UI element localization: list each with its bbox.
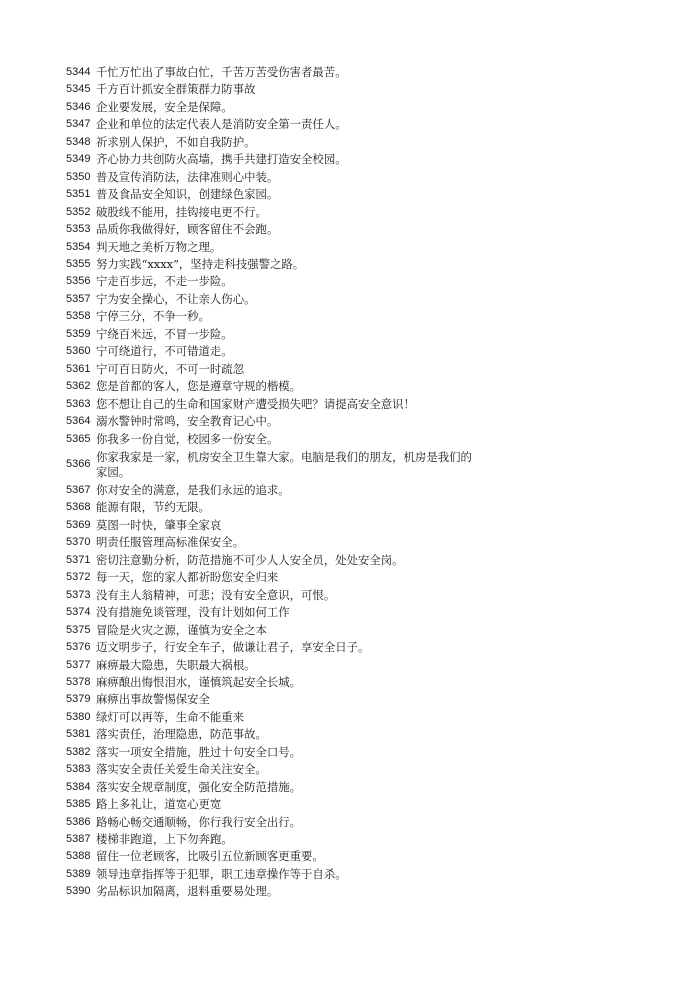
list-item bbox=[66, 291, 486, 308]
list-item bbox=[66, 657, 486, 674]
entry-text: 麻痹酿出悔恨泪水，谨慎筑起安全长城。 bbox=[96, 674, 302, 689]
list-item bbox=[66, 413, 486, 430]
list-item bbox=[66, 221, 486, 238]
entry-number: 5384 bbox=[66, 780, 91, 793]
entry-text: 落实一项安全措施，胜过十句安全口号。 bbox=[96, 744, 302, 759]
list-item bbox=[66, 448, 486, 482]
entry-text: 企业和单位的法定代表人是消防安全第一责任人。 bbox=[96, 117, 347, 132]
entry-number: 5344 bbox=[66, 66, 91, 78]
slogan-list bbox=[66, 64, 486, 901]
entry-number: 5386 bbox=[66, 815, 91, 828]
list-item bbox=[66, 239, 486, 256]
entry-number: 5383 bbox=[66, 763, 91, 776]
entry-number: 5346 bbox=[66, 100, 91, 113]
list-item bbox=[66, 151, 486, 168]
entry-text: 宁为安全操心，不让亲人伤心。 bbox=[96, 291, 256, 306]
entry-number: 5368 bbox=[66, 501, 91, 514]
entry-text: 落实安全责任关爱生命关注安全。 bbox=[96, 762, 267, 777]
list-item bbox=[66, 186, 486, 203]
entry-number: 5348 bbox=[66, 135, 91, 148]
entry-text: 你对安全的满意，是我们永远的追求。 bbox=[96, 482, 290, 497]
entry-text: 留住一位老顾客，比吸引五位新顾客更重要。 bbox=[96, 849, 324, 864]
list-item bbox=[66, 744, 486, 761]
entry-text: 千方百计抓安全群策群力防事故 bbox=[96, 82, 256, 97]
entry-text: 没有措施免谈管理，没有计划如何工作 bbox=[96, 605, 290, 620]
list-item bbox=[66, 779, 486, 796]
entry-text: 您是首都的客人，您是遵章守规的楷模。 bbox=[96, 379, 302, 394]
entry-text: 企业要发展，安全是保障。 bbox=[96, 99, 233, 114]
entry-number: 5373 bbox=[66, 588, 91, 601]
entry-text: 品质你我做得好，顾客留住不会跑。 bbox=[96, 222, 279, 237]
entry-number: 5354 bbox=[66, 240, 91, 253]
entry-text: 千忙万忙出了事故白忙，千苦万苦受伤害者最苦。 bbox=[96, 65, 347, 79]
entry-text: 莫图一时快，肇事全家哀 bbox=[96, 517, 222, 532]
list-item bbox=[66, 499, 486, 516]
entry-text: 楼梯非跑道，上下勿奔跑。 bbox=[96, 832, 233, 847]
entry-number: 5372 bbox=[66, 571, 91, 584]
entry-text: 宁走百步远，不走一步险。 bbox=[96, 274, 233, 289]
entry-number: 5351 bbox=[66, 188, 91, 201]
entry-text: 努力实践“xxxx”，坚持走科技强警之路。 bbox=[96, 256, 305, 271]
list-item bbox=[66, 308, 486, 325]
entry-number: 5375 bbox=[66, 623, 91, 636]
entry-text: 溺水警钟时常鸣，安全教育记心中。 bbox=[96, 414, 279, 429]
list-item bbox=[66, 396, 486, 413]
list-item bbox=[66, 639, 486, 656]
list-item bbox=[66, 883, 486, 900]
entry-number: 5363 bbox=[66, 397, 91, 410]
entry-number: 5358 bbox=[66, 310, 91, 323]
list-item bbox=[66, 709, 486, 726]
entry-text: 宁可百日防火，不可一时疏忽 bbox=[96, 361, 245, 376]
entry-number: 5355 bbox=[66, 257, 91, 270]
entry-text: 每一天，您的家人都祈盼您安全归来 bbox=[96, 570, 279, 585]
entry-number: 5364 bbox=[66, 415, 91, 428]
entry-text: 冒险是火灾之源，谨慎为安全之本 bbox=[96, 622, 267, 637]
entry-text: 明责任服管理高标准保安全。 bbox=[96, 535, 245, 550]
list-item bbox=[66, 134, 486, 151]
entry-number: 5347 bbox=[66, 118, 91, 131]
list-item bbox=[66, 726, 486, 743]
list-item bbox=[66, 361, 486, 378]
list-item bbox=[66, 517, 486, 534]
list-item bbox=[66, 534, 486, 551]
list-item bbox=[66, 99, 486, 116]
entry-text: 绿灯可以再等，生命不能重来 bbox=[96, 709, 245, 724]
entry-number: 5362 bbox=[66, 380, 91, 393]
list-item bbox=[66, 482, 486, 499]
entry-text: 判天地之美析万物之理。 bbox=[96, 239, 222, 254]
entry-text: 劣品标识加隔离，退料重要易处理。 bbox=[96, 884, 279, 899]
entry-number: 5349 bbox=[66, 153, 91, 166]
entry-text: 迈文明步子，行安全车子，做谦让君子，享安全日子。 bbox=[96, 640, 370, 655]
entry-number: 5381 bbox=[66, 728, 91, 741]
entry-number: 5353 bbox=[66, 223, 91, 236]
entry-number: 5365 bbox=[66, 432, 91, 445]
entry-number: 5374 bbox=[66, 606, 91, 619]
list-item bbox=[66, 831, 486, 848]
entry-number: 5356 bbox=[66, 275, 91, 288]
entry-text: 领导违章指挥等于犯罪，职工违章操作等于自杀。 bbox=[96, 866, 347, 881]
entry-text: 宁绕百米远，不冒一步险。 bbox=[96, 326, 233, 341]
list-item bbox=[66, 256, 486, 273]
entry-text: 祈求别人保护，不如自我防护。 bbox=[96, 134, 256, 149]
list-item bbox=[66, 273, 486, 290]
entry-number: 5370 bbox=[66, 536, 91, 549]
entry-number: 5387 bbox=[66, 833, 91, 846]
entry-number: 5390 bbox=[66, 885, 91, 898]
list-item bbox=[66, 326, 486, 343]
entry-number: 5371 bbox=[66, 553, 91, 566]
entry-number: 5357 bbox=[66, 292, 91, 305]
entry-number: 5376 bbox=[66, 641, 91, 654]
list-item bbox=[66, 866, 486, 883]
entry-text: 落实安全规章制度，强化安全防范措施。 bbox=[96, 779, 302, 794]
entry-number: 5366 bbox=[66, 458, 91, 471]
entry-number: 5359 bbox=[66, 327, 91, 340]
list-item bbox=[66, 169, 486, 186]
entry-text: 能源有限，节约无限。 bbox=[96, 500, 210, 515]
entry-number: 5385 bbox=[66, 798, 91, 811]
entry-number: 5367 bbox=[66, 483, 91, 496]
entry-number: 5382 bbox=[66, 745, 91, 758]
list-item bbox=[66, 204, 486, 221]
list-item bbox=[66, 378, 486, 395]
entry-text: 您不想让自己的生命和国家财产遭受损失吧？请提高安全意识！ bbox=[96, 396, 415, 411]
list-item bbox=[66, 431, 486, 448]
list-item bbox=[66, 622, 486, 639]
list-item bbox=[66, 569, 486, 586]
entry-number: 5352 bbox=[66, 205, 91, 218]
list-item bbox=[66, 343, 486, 360]
entry-number: 5377 bbox=[66, 658, 91, 671]
entry-text: 齐心协力共创防火高墙，携手共建打造安全校园。 bbox=[96, 152, 347, 167]
entry-number: 5380 bbox=[66, 710, 91, 723]
list-item bbox=[66, 848, 486, 865]
entry-text: 普及食品安全知识，创建绿色家园。 bbox=[96, 187, 279, 202]
entry-text: 宁可绕道行，不可错道走。 bbox=[96, 344, 233, 359]
entry-text: 普及宣传消防法，法律准则心中装。 bbox=[96, 169, 279, 184]
entry-text: 没有主人翁精神，可悲；没有安全意识，可恨。 bbox=[96, 587, 336, 602]
entry-number: 5388 bbox=[66, 850, 91, 863]
entry-text: 路上多礼让，道宽心更宽 bbox=[96, 797, 222, 812]
entry-number: 5389 bbox=[66, 867, 91, 880]
entry-number: 5361 bbox=[66, 362, 91, 375]
entry-text: 破股线不能用，挂钩接电更不行。 bbox=[96, 204, 267, 219]
list-item bbox=[66, 116, 486, 133]
entry-number: 5379 bbox=[66, 693, 91, 706]
entry-number: 5350 bbox=[66, 170, 91, 183]
list-item bbox=[66, 552, 486, 569]
entry-text: 麻痹出事故警惕保安全 bbox=[96, 692, 210, 707]
entry-text: 路畅心畅交通顺畅，你行我行安全出行。 bbox=[96, 814, 302, 829]
entry-text: 你我多一份自觉，校园多一份安全。 bbox=[96, 431, 279, 446]
entry-text: 麻痹最大隐患，失职最大祸根。 bbox=[96, 657, 256, 672]
entry-text: 你家我家是一家，机房安全卫生靠大家。电脑是我们的朋友，机房是我们的家园。 bbox=[96, 449, 472, 479]
entry-text: 落实责任，治理隐患，防范事故。 bbox=[96, 727, 267, 742]
list-item bbox=[66, 796, 486, 813]
list-item bbox=[66, 674, 486, 691]
entry-text: 宁停三分，不争一秒。 bbox=[96, 309, 210, 324]
entry-text: 密切注意勤分析，防范措施不可少人人安全员，处处安全岗。 bbox=[96, 552, 404, 567]
entry-number: 5345 bbox=[66, 83, 91, 96]
entry-number: 5360 bbox=[66, 345, 91, 358]
list-item bbox=[66, 587, 486, 604]
list-item bbox=[66, 81, 486, 98]
list-item bbox=[66, 691, 486, 708]
list-item bbox=[66, 814, 486, 831]
list-item bbox=[66, 64, 486, 81]
entry-number: 5369 bbox=[66, 518, 91, 531]
list-item bbox=[66, 761, 486, 778]
list-item bbox=[66, 604, 486, 621]
entry-number: 5378 bbox=[66, 675, 91, 688]
